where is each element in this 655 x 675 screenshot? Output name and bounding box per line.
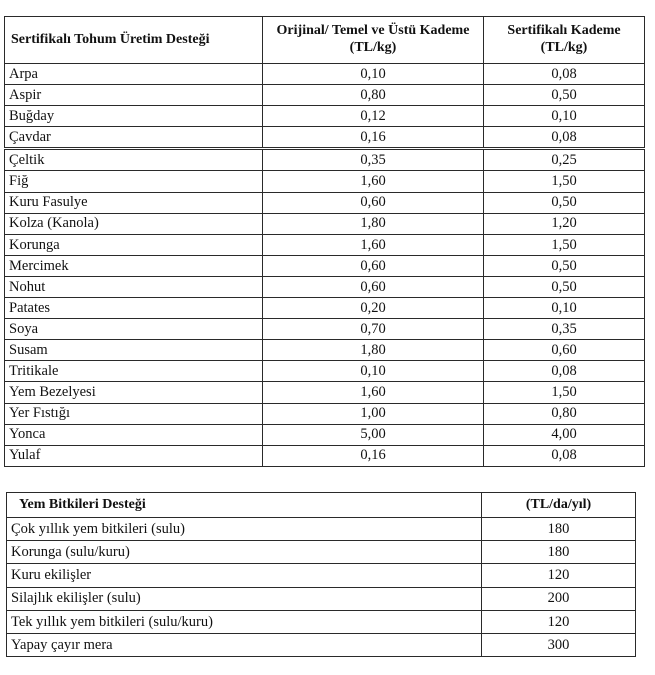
table-row <box>5 106 645 127</box>
value-cell: 0,50 <box>484 85 645 106</box>
value-cell: 0,08 <box>484 127 645 149</box>
value-cell: 1,20 <box>484 213 645 234</box>
table-row <box>5 127 645 149</box>
value-cell: 120 <box>482 564 636 587</box>
row-label-cell: Yapay çayır mera <box>7 633 482 656</box>
value-cell: 0,60 <box>263 276 484 297</box>
value-cell: 0,60 <box>263 255 484 276</box>
value-cell: 0,50 <box>484 276 645 297</box>
table-row <box>5 382 645 403</box>
row-label-cell: Yulaf <box>5 445 263 466</box>
value-cell: 0,08 <box>484 64 645 85</box>
value-cell: 0,50 <box>484 255 645 276</box>
value-cell: 0,08 <box>484 361 645 382</box>
table-row <box>5 255 645 276</box>
value-cell: 1,50 <box>484 171 645 192</box>
value-cell: 0,10 <box>484 106 645 127</box>
table-row <box>5 213 645 234</box>
row-label-cell: Çavdar <box>5 127 263 149</box>
table-row <box>5 298 645 319</box>
table-row <box>7 564 636 587</box>
row-label-cell: Susam <box>5 340 263 361</box>
value-cell: 180 <box>482 541 636 564</box>
column-header: (TL/da/yıl) <box>482 493 636 518</box>
column-header: Yem Bitkileri Desteği <box>7 493 482 518</box>
value-cell: 0,08 <box>484 445 645 466</box>
row-label-cell: Kuru Fasulye <box>5 192 263 213</box>
table-row <box>5 403 645 424</box>
row-label-cell: Soya <box>5 319 263 340</box>
value-cell: 0,10 <box>263 64 484 85</box>
row-label-cell: Korunga (sulu/kuru) <box>7 541 482 564</box>
table-row <box>5 149 645 171</box>
row-label-cell: Yer Fıstığı <box>5 403 263 424</box>
table-row <box>5 276 645 297</box>
value-cell: 0,80 <box>263 85 484 106</box>
row-label-cell: Çeltik <box>5 149 263 171</box>
row-label-cell: Nohut <box>5 276 263 297</box>
value-cell: 0,16 <box>263 445 484 466</box>
forage-support-table <box>6 492 636 657</box>
row-label-cell: Tek yıllık yem bitkileri (sulu/kuru) <box>7 610 482 633</box>
table-row <box>7 610 636 633</box>
value-cell: 0,70 <box>263 319 484 340</box>
row-label-cell: Mercimek <box>5 255 263 276</box>
table-row <box>5 234 645 255</box>
row-label-cell: Buğday <box>5 106 263 127</box>
table-row <box>7 541 636 564</box>
value-cell: 0,60 <box>263 192 484 213</box>
value-cell: 0,20 <box>263 298 484 319</box>
row-label-cell: Arpa <box>5 64 263 85</box>
row-label-cell: Korunga <box>5 234 263 255</box>
table-row <box>5 64 645 85</box>
value-cell: 1,00 <box>263 403 484 424</box>
row-label-cell: Kuru ekilişler <box>7 564 482 587</box>
row-label-cell: Çok yıllık yem bitkileri (sulu) <box>7 518 482 541</box>
value-cell: 0,80 <box>484 403 645 424</box>
value-cell: 180 <box>482 518 636 541</box>
row-label-cell: Aspir <box>5 85 263 106</box>
row-label-cell: Fiğ <box>5 171 263 192</box>
value-cell: 1,60 <box>263 171 484 192</box>
row-label-cell: Yem Bezelyesi <box>5 382 263 403</box>
value-cell: 200 <box>482 587 636 610</box>
row-label-cell: Tritikale <box>5 361 263 382</box>
value-cell: 0,60 <box>484 340 645 361</box>
table-row <box>7 518 636 541</box>
table-row <box>5 424 645 445</box>
table-row <box>7 633 636 656</box>
table-header-row <box>5 17 645 64</box>
table-row <box>5 340 645 361</box>
table-row <box>5 361 645 382</box>
value-cell: 0,12 <box>263 106 484 127</box>
table-row <box>5 85 645 106</box>
table-row <box>7 587 636 610</box>
value-cell: 0,16 <box>263 127 484 149</box>
value-cell: 1,50 <box>484 234 645 255</box>
row-label-cell: Patates <box>5 298 263 319</box>
column-header: Sertifikalı Kademe (TL/kg) <box>484 17 645 64</box>
table-header-row <box>7 493 636 518</box>
table-row <box>5 192 645 213</box>
value-cell: 120 <box>482 610 636 633</box>
table-row <box>5 171 645 192</box>
row-label-cell: Yonca <box>5 424 263 445</box>
value-cell: 1,80 <box>263 213 484 234</box>
column-header: Sertifikalı Tohum Üretim Desteği <box>5 17 263 64</box>
value-cell: 0,50 <box>484 192 645 213</box>
column-header: Orijinal/ Temel ve Üstü Kademe (TL/kg) <box>263 17 484 64</box>
value-cell: 0,35 <box>263 149 484 171</box>
value-cell: 0,10 <box>263 361 484 382</box>
value-cell: 1,60 <box>263 382 484 403</box>
table-row <box>5 319 645 340</box>
value-cell: 0,35 <box>484 319 645 340</box>
value-cell: 300 <box>482 633 636 656</box>
value-cell: 4,00 <box>484 424 645 445</box>
row-label-cell: Silajlık ekilişler (sulu) <box>7 587 482 610</box>
value-cell: 1,80 <box>263 340 484 361</box>
value-cell: 0,25 <box>484 149 645 171</box>
value-cell: 0,10 <box>484 298 645 319</box>
value-cell: 1,50 <box>484 382 645 403</box>
seed-support-table <box>4 16 645 467</box>
value-cell: 1,60 <box>263 234 484 255</box>
row-label-cell: Kolza (Kanola) <box>5 213 263 234</box>
value-cell: 5,00 <box>263 424 484 445</box>
table-row <box>5 445 645 466</box>
